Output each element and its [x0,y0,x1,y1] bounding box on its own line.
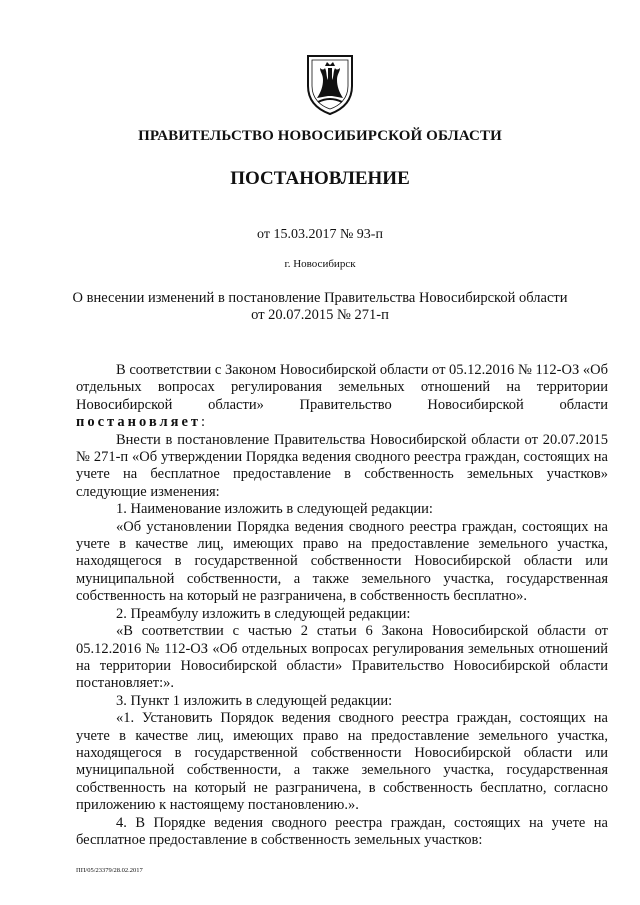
subject-line-1: О внесении изменений в постановление Правительства Новосибирской области [72,290,568,306]
resolves-word: постановляет [76,414,202,431]
item-3: 3. Пункт 1 изложить в следующей редакции: [116,692,393,709]
item-2-text: «В соответствии с частью 2 статьи 6 Закона Новосибирской области от 05.12.2016 № 112-ОЗ «Об отдельных вопросах регулирования земельных отношений на территории Новосибирской области» Правительство Новосибирской области постановляет:». [76,623,608,692]
item-3-text: «1. Установить Порядок ведения сводного реестра граждан, состоящих на учете в качестве лиц, имеющих право на предоставление земельного участка, находящегося в государственной собственности Новосибирской области или муниципальной собственности, а также земельного участка, государственная собственность на который не разграничена, в собственность бесплатно, согласно приложению к настоящему постановлению.». [76,710,608,814]
preamble-colon: : [201,414,206,431]
footer-code: ПП/05/23379/28.02.2017 [76,867,143,874]
item-4: 4. В Порядке ведения сводного реестра граждан, состоящих на учете на бесплатное предоставление в собственность земельных участков: [76,814,608,848]
item-1: 1. Наименование изложить в следующей редакции: [116,501,433,518]
date-number: от 15.03.2017 № 93-п [257,227,383,242]
preamble-paragraph [76,362,608,432]
document-type: ПОСТАНОВЛЕНИЕ [230,168,410,189]
document-subject [60,290,580,324]
item-1-text: «Об установлении Порядка ведения сводного реестра граждан, состоящих на учете в качестве лиц, имеющих право на предоставление земельного участка, находящегося в государственной собственности Новосибирской области или муниципальной собственности, а также земельного участка, государственная собственность на который не разграничена, в собственность бесплатно». [76,518,608,605]
preamble-text: В соответствии с Законом Новосибирской области от 05.12.2016 № 112-ОЗ «Об отдельных вопросах регулирования земельных отношений на территории Новосибирской области» Правительство Новосибирской области [76,362,608,413]
intro-paragraph: Внести в постановление Правительства Новосибирской области от 20.07.2015 № 271-п «Об утверждении Порядка ведения сводного реестра граждан, состоящих на учете на бесплатное предоставление в собственность земельных участков» следующие изменения: [76,431,608,500]
organization-name: ПРАВИТЕЛЬСТВО НОВОСИБИРСКОЙ ОБЛАСТИ [138,128,502,144]
item-2: 2. Преамбулу изложить в следующей редакции: [116,605,411,622]
city: г. Новосибирск [284,258,356,270]
coat-of-arms-icon [303,52,357,116]
document-body [76,362,608,849]
subject-line-2: от 20.07.2015 № 271-п [251,307,389,323]
